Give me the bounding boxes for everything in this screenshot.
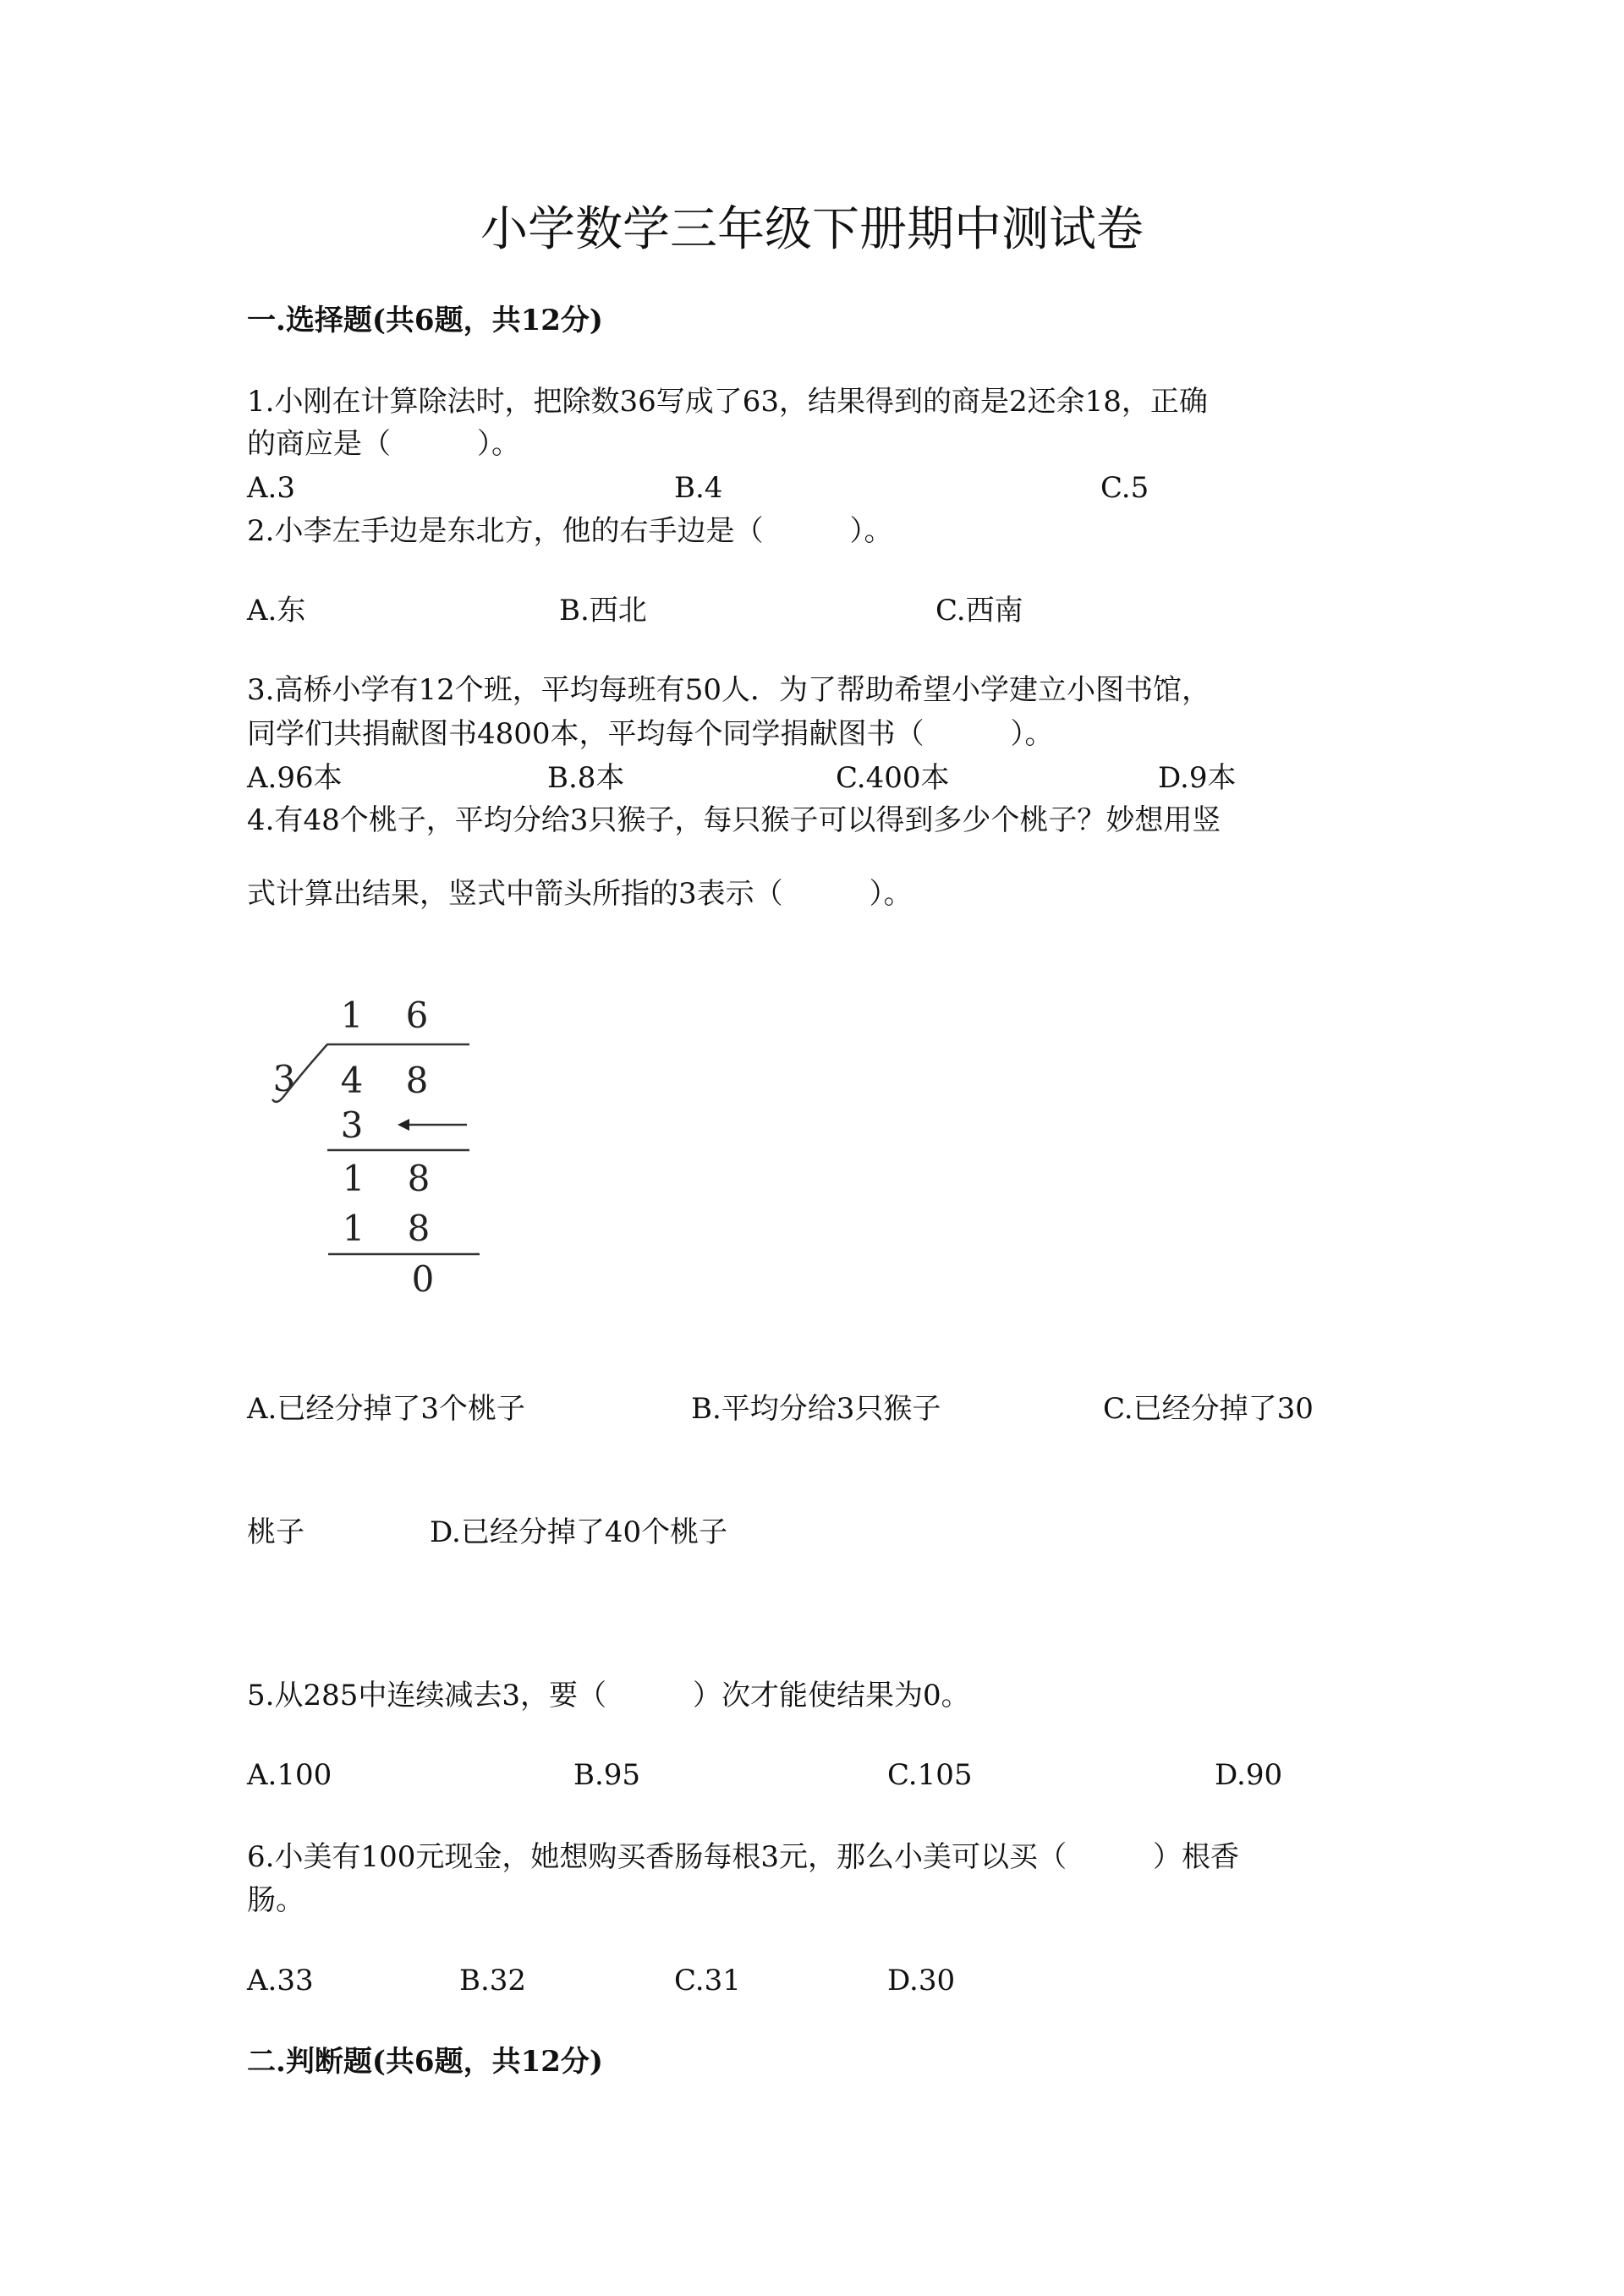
arrow-head-icon xyxy=(398,1119,409,1131)
division-bracket xyxy=(272,1044,469,1102)
option: C.31 xyxy=(674,1964,741,1997)
subtract-digit: 8 xyxy=(407,1208,431,1249)
option: D.90 xyxy=(1215,1758,1283,1792)
remainder-digit: 8 xyxy=(407,1158,431,1199)
option: D.30 xyxy=(887,1964,956,1997)
quotient-digit: 6 xyxy=(405,995,429,1036)
option: A.33 xyxy=(247,1964,314,1997)
step-digit: 3 xyxy=(340,1104,364,1146)
question-6-text: 肠。 xyxy=(247,1883,304,1917)
option: B.平均分给3只猴子 xyxy=(691,1392,941,1426)
quotient-digit: 1 xyxy=(340,995,364,1036)
option: D.已经分掉了40个桃子 xyxy=(430,1515,728,1549)
option: D.9本 xyxy=(1158,761,1237,795)
option: C.已经分掉了30 xyxy=(1103,1392,1314,1426)
option: B.4 xyxy=(674,471,723,505)
option: C.400本 xyxy=(836,761,950,795)
question-2-text: 2.小李左手边是东北方，他的右手边是（ ）。 xyxy=(247,514,893,548)
question-4-text: 式计算出结果，竖式中箭头所指的3表示（ ）。 xyxy=(247,877,913,911)
option: A.东 xyxy=(247,594,306,627)
question-3-text: 同学们共捐献图书4800本，平均每个同学捐献图书（ ）。 xyxy=(247,717,1054,751)
option-continuation: 桃子 xyxy=(247,1515,304,1549)
option: C.105 xyxy=(887,1758,973,1792)
question-1-text: 1.小刚在计算除法时，把除数36写成了63，结果得到的商是2还余18，正确 xyxy=(247,385,1208,419)
question-4-text: 4.有48个桃子，平均分给3只猴子，每只猴子可以得到多少个桃子？妙想用竖 xyxy=(247,803,1221,837)
dividend-digit: 8 xyxy=(405,1060,429,1101)
option: B.32 xyxy=(459,1964,527,1997)
section-heading-judgement: 二.判断题(共6题，共12分) xyxy=(247,2045,603,2079)
question-6-text: 6.小美有100元现金，她想购买香肠每根3元，那么小美可以买（ ）根香 xyxy=(247,1840,1239,1874)
question-1-text: 的商应是（ ）。 xyxy=(247,427,520,461)
option: B.8本 xyxy=(547,761,625,795)
divisor: 3 xyxy=(272,1058,296,1099)
option: B.95 xyxy=(573,1758,641,1792)
option: C.5 xyxy=(1100,471,1149,505)
option: A.已经分掉了3个桃子 xyxy=(247,1392,525,1426)
final-remainder: 0 xyxy=(411,1258,435,1300)
option: A.100 xyxy=(247,1758,332,1792)
question-3-text: 3.高桥小学有12个班，平均每班有50人．为了帮助希望小学建立小图书馆， xyxy=(247,673,1210,707)
option: A.3 xyxy=(247,471,295,505)
page-title: 小学数学三年级下册期中测试卷 xyxy=(480,202,1144,257)
option: B.西北 xyxy=(559,594,647,627)
option: C.西南 xyxy=(935,594,1023,627)
section-heading-choice: 一.选择题(共6题，共12分) xyxy=(247,304,603,337)
dividend-digit: 4 xyxy=(340,1060,364,1101)
subtract-digit: 1 xyxy=(342,1208,365,1249)
question-5-text: 5.从285中连续减去3，要（ ）次才能使结果为0。 xyxy=(247,1679,970,1712)
remainder-digit: 1 xyxy=(342,1158,365,1199)
option: A.96本 xyxy=(247,761,343,795)
